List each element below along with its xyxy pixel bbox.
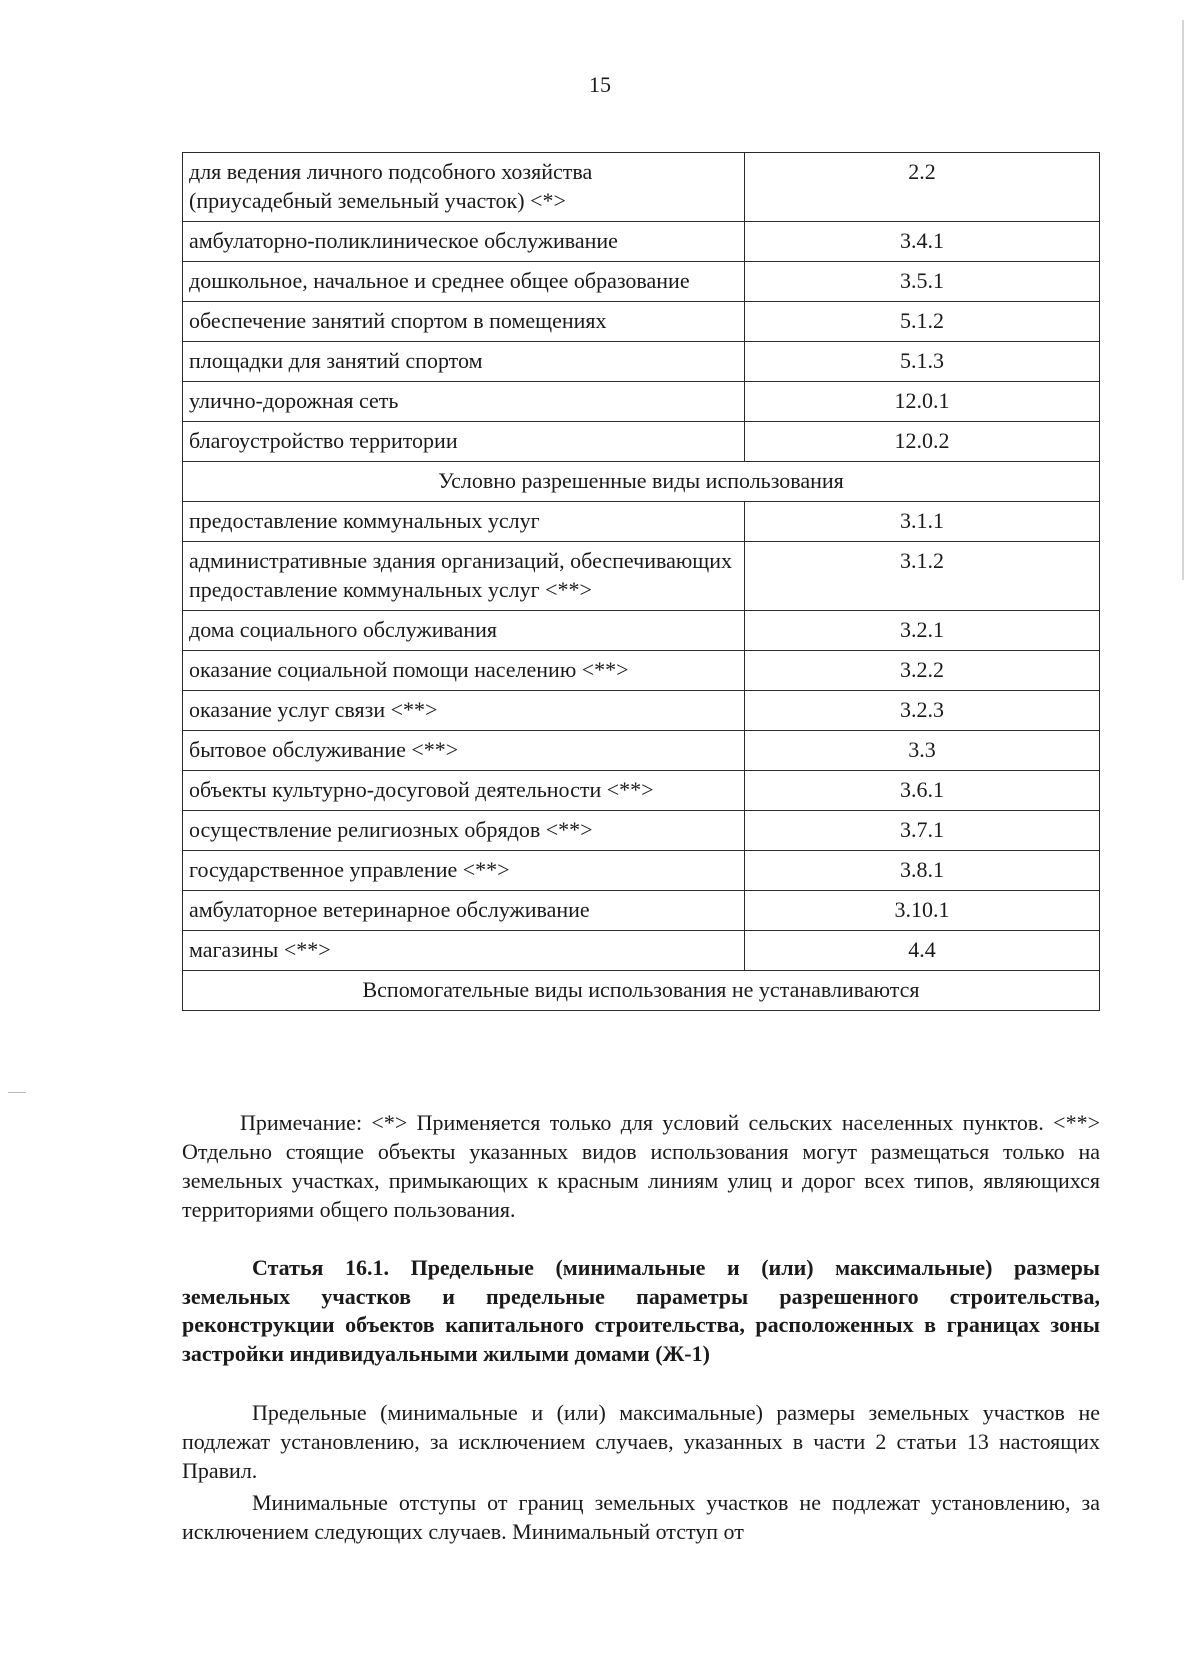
use-name-cell: амбулаторно-поликлиническое обслуживание xyxy=(183,222,745,262)
use-code-cell: 3.2.1 xyxy=(745,611,1100,651)
table-row xyxy=(183,262,1100,302)
table-row xyxy=(183,731,1100,771)
use-name-cell: оказание услуг связи <**> xyxy=(183,691,745,731)
use-code-cell: 3.1.1 xyxy=(745,502,1100,542)
table-row xyxy=(183,651,1100,691)
body-paragraph: Предельные (минимальные и (или) максимальные) размеры земельных участков не подлежат установлению, за исключением случаев, указанных в части 2 статьи 13 настоящих Правил. xyxy=(182,1400,1100,1483)
use-code-cell: 3.8.1 xyxy=(745,851,1100,891)
table-row xyxy=(183,222,1100,262)
land-use-table xyxy=(182,152,1100,1011)
section-heading-conditional-uses: Условно разрешенные виды использования xyxy=(183,462,1100,502)
use-name-cell: осуществление религиозных обрядов <**> xyxy=(183,811,745,851)
use-name-cell: благоустройство территории xyxy=(183,422,745,462)
page-number: 15 xyxy=(589,72,611,97)
scan-edge-line xyxy=(1182,20,1184,580)
use-name-cell: дома социального обслуживания xyxy=(183,611,745,651)
table-row xyxy=(183,851,1100,891)
use-code-cell: 3.6.1 xyxy=(745,771,1100,811)
use-code-cell: 12.0.1 xyxy=(745,382,1100,422)
use-name-cell: обеспечение занятий спортом в помещениях xyxy=(183,302,745,342)
table-row xyxy=(183,502,1100,542)
table-row xyxy=(183,811,1100,851)
use-code-cell: 5.1.2 xyxy=(745,302,1100,342)
use-name-cell: административные здания организаций, обеспечивающих предоставление коммунальных услуг <**> xyxy=(183,542,745,611)
use-name-cell: бытовое обслуживание <**> xyxy=(183,731,745,771)
table-row xyxy=(183,542,1100,611)
use-name-cell: оказание социальной помощи населению <**> xyxy=(183,651,745,691)
use-name-cell: объекты культурно-досуговой деятельности <**> xyxy=(183,771,745,811)
use-code-cell: 3.5.1 xyxy=(745,262,1100,302)
use-code-cell: 2.2 xyxy=(745,153,1100,222)
use-name-cell: амбулаторное ветеринарное обслуживание xyxy=(183,891,745,931)
use-code-cell: 3.4.1 xyxy=(745,222,1100,262)
section-heading-auxiliary-uses: Вспомогательные виды использования не устанавливаются xyxy=(183,971,1100,1011)
use-code-cell: 12.0.2 xyxy=(745,422,1100,462)
table-row xyxy=(183,422,1100,462)
use-code-cell: 3.2.2 xyxy=(745,651,1100,691)
use-code-cell: 3.7.1 xyxy=(745,811,1100,851)
table-section-row xyxy=(183,462,1100,502)
table-row xyxy=(183,931,1100,971)
use-name-cell: государственное управление <**> xyxy=(183,851,745,891)
use-code-cell: 3.10.1 xyxy=(745,891,1100,931)
use-code-cell: 5.1.3 xyxy=(745,342,1100,382)
use-code-cell: 3.1.2 xyxy=(745,542,1100,611)
use-name-cell: площадки для занятий спортом xyxy=(183,342,745,382)
use-name-cell: предоставление коммунальных услуг xyxy=(183,502,745,542)
table-row xyxy=(183,611,1100,651)
use-code-cell: 3.2.3 xyxy=(745,691,1100,731)
table-section-row xyxy=(183,971,1100,1011)
table-row xyxy=(183,382,1100,422)
table-row xyxy=(183,771,1100,811)
table-row xyxy=(183,153,1100,222)
table-row xyxy=(183,891,1100,931)
table-row xyxy=(183,302,1100,342)
table-row xyxy=(183,342,1100,382)
use-name-cell: дошкольное, начальное и среднее общее образование xyxy=(183,262,745,302)
use-code-cell: 4.4 xyxy=(745,931,1100,971)
land-use-table-body xyxy=(183,153,1100,1011)
table-row xyxy=(183,691,1100,731)
use-name-cell: для ведения личного подсобного хозяйства (приусадебный земельный участок) <*> xyxy=(183,153,745,222)
use-code-cell: 3.3 xyxy=(745,731,1100,771)
article-heading: Статья 16.1. Предельные (минимальные и (или) максимальные) размеры земельных участков и предельные параметры разрешенного строительства, реконструкции объектов капитального строительства, расположенных в границах зоны застройки индивидуальными жилыми домами (Ж-1) xyxy=(182,1255,1100,1366)
scan-margin-mark xyxy=(8,1092,26,1093)
table-footnote: Примечание: <*> Применяется только для условий сельских населенных пунктов. <**> Отдельно стоящие объекты указанных видов использования могут размещаться только на земельных участках, примыкающих к красным линиям улиц и дорог всех типов, являющихся территориями общего пользования. xyxy=(182,1110,1100,1222)
body-paragraph: Минимальные отступы от границ земельных участков не подлежат установлению, за исключением следующих случаев. Минимальный отступ от xyxy=(182,1490,1100,1544)
use-name-cell: улично-дорожная сеть xyxy=(183,382,745,422)
use-name-cell: магазины <**> xyxy=(183,931,745,971)
